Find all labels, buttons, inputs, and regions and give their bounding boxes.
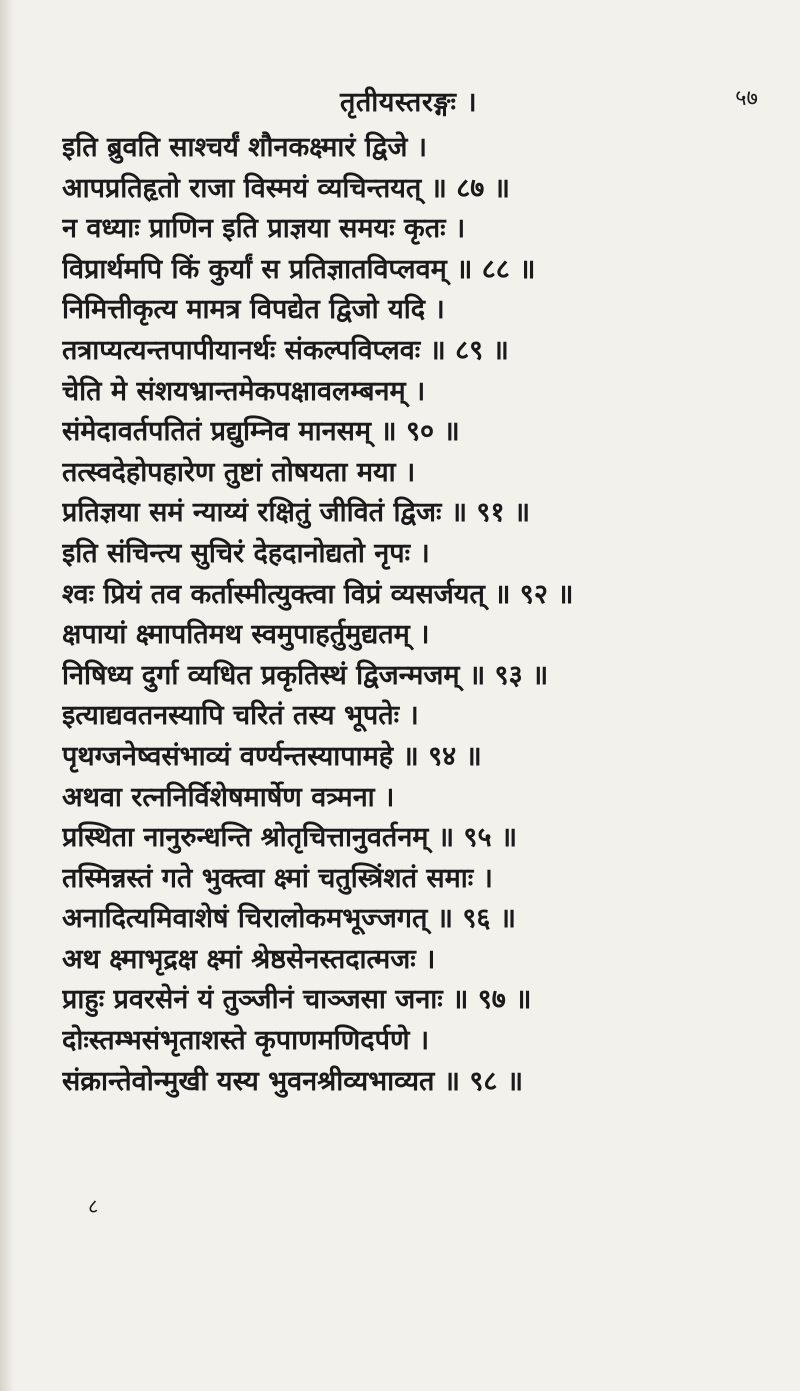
running-title: तृतीयस्तरङ्गः । <box>340 87 478 118</box>
verse-line: प्राहुः प्रवरसेनं यं तुञ्जीनं चाञ्जसा जनाः ॥ ९७ ॥ <box>62 984 532 1016</box>
verse-line: संक्रान्तेवोन्मुखी यस्य भुवनश्रीव्यभाव्यत ॥ ९८ ॥ <box>62 1065 523 1097</box>
verse-block <box>62 128 762 1102</box>
verse-line: न वध्याः प्राणिन इति प्राज्ञया समयः कृतः । <box>62 213 466 245</box>
page-header <box>0 82 800 122</box>
verse-line: क्षपायां क्ष्मापतिमथ स्वमुपाहर्तुमुद्यतम् । <box>62 619 430 651</box>
verse-line: पृथग्जनेष्वसंभाव्यं वर्ण्यन्तस्यापामहे ॥ ९४ ॥ <box>62 740 482 772</box>
verse-line: इति संचिन्त्य सुचिरं देहदानोद्यतो नृपः । <box>62 537 430 569</box>
signature-mark: ८ <box>88 1194 99 1218</box>
verse-line: तस्मिन्नस्तं गते भुक्त्वा क्ष्मां चतुस्त्रिंशतं समाः । <box>62 862 493 894</box>
verse-line: अथवा रत्ननिर्विशेषमार्षेण वत्र्मना । <box>62 781 395 813</box>
verse-line: निषिध्य दुर्गा व्यधित प्रकृतिस्थं द्विजन्मजम् ॥ ९३ ॥ <box>62 659 549 691</box>
verse-line: तत्राप्यत्यन्तपापीयानर्थः संकल्पविप्लवः ॥ ८९ ॥ <box>62 334 509 366</box>
verse-line: निमित्तीकृत्य मामत्र विपद्येत द्विजो यदि । <box>62 294 445 326</box>
verse-line: संमेदावर्तपतितं प्रद्युम्निव मानसम् ॥ ९० ॥ <box>62 416 460 448</box>
verse-line: श्वः प्रियं तव कर्तास्मीत्युक्त्वा विप्रं व्यसर्जयत् ॥ ९२ ॥ <box>62 578 574 610</box>
verse-line: प्रस्थिता नानुरुन्धन्ति श्रोतृचित्तानुवर्तनम् ॥ ९५ ॥ <box>62 822 518 854</box>
verse-line: इत्याद्यवतनस्यापि चरितं तस्य भूपतेः । <box>62 700 419 732</box>
verse-line: प्रतिज्ञया समं न्याय्यं रक्षितुं जीवितं द्विजः ॥ ९१ ॥ <box>62 497 531 529</box>
verse-line: इति ब्रुवति साश्चर्यं शौनकक्ष्मारं द्विजे । <box>62 132 428 163</box>
page-number: ५७ <box>735 86 758 111</box>
verse-line: तत्स्वदेहोपहारेण तुष्टां तोषयता मया । <box>62 456 416 488</box>
verse-line: चेति मे संशयभ्रान्तमेकपक्षावलम्बनम् । <box>62 375 426 407</box>
verse-line: दोःस्तम्भसंभृताशस्ते कृपाणमणिदर्पणे । <box>62 1025 430 1057</box>
verse-line: अनादित्यमिवाशेषं चिरालोकमभूज्जगत् ॥ ९६ ॥ <box>62 903 516 935</box>
verse-line: विप्रार्थमपि किं कुर्यां स प्रतिज्ञातविप्लवम् ॥ ८८ ॥ <box>62 253 536 285</box>
verse-line: अथ क्ष्माभृद्रक्ष क्ष्मां श्रेष्ठसेनस्तदात्मजः । <box>62 943 436 975</box>
verse-line: आपप्रतिहृतो राजा विस्मयं व्यचिन्तयत् ॥ ८७ ॥ <box>62 172 510 204</box>
binding-shadow <box>0 0 14 1391</box>
